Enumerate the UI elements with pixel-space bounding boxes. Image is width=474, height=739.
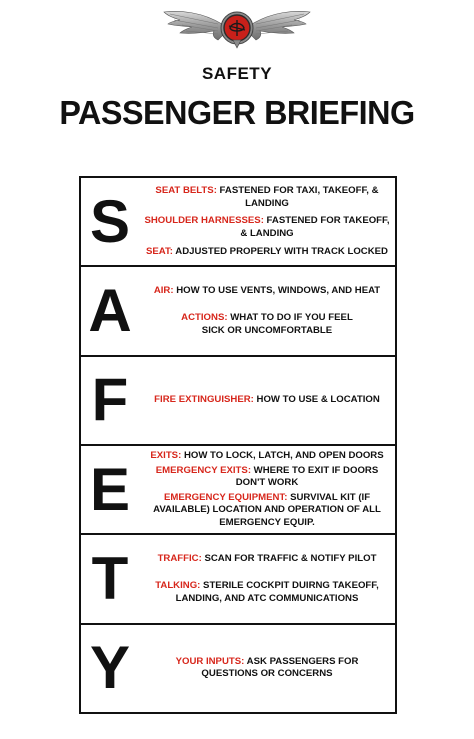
item-text: ASK PASSENGERS FOR QUESTIONS OR CONCERNS (201, 655, 359, 680)
briefing-item (139, 185, 395, 210)
item-key: FIRE EXTINGUISHER: (154, 394, 254, 406)
item-key: TALKING: (155, 580, 201, 592)
item-text: HOW TO USE & LOCATION (253, 394, 380, 406)
briefing-table (79, 176, 397, 714)
row-letter: E (89, 455, 131, 523)
item-text: ADJUSTED PROPERLY WITH TRACK LOCKED (173, 245, 388, 257)
row-items (139, 535, 395, 622)
briefing-item (139, 312, 395, 337)
item-key: ACTIONS: (181, 312, 228, 324)
page-subtitle: SAFETY (201, 64, 273, 83)
briefing-item (139, 285, 395, 297)
aviation-wings-icon (162, 4, 312, 54)
briefing-row-e (81, 446, 395, 535)
row-letter: T (91, 544, 129, 612)
briefing-item (139, 246, 395, 258)
item-key: EXITS: (150, 450, 182, 462)
item-text: SCAN FOR TRAFFIC & NOTIFY PILOT (201, 552, 377, 564)
row-letter: F (91, 366, 129, 434)
item-key: EMERGENCY EXITS: (155, 464, 252, 476)
item-key: TRAFFIC: (157, 552, 202, 564)
briefing-row-s (81, 178, 395, 267)
item-key: AIR: (153, 284, 174, 296)
row-items (139, 625, 395, 712)
briefing-item (139, 465, 395, 490)
row-items (139, 357, 395, 444)
row-items (139, 178, 395, 265)
item-text: FASTENED FOR TAXI, TAKEOFF, & LANDING (216, 185, 379, 209)
item-text: HOW TO LOCK, LATCH, AND OPEN DOORS (181, 450, 384, 462)
briefing-item (139, 553, 395, 565)
item-text: HOW TO USE VENTS, WINDOWS, AND HEAT (173, 284, 381, 296)
item-key: EMERGENCY EQUIPMENT: (163, 491, 288, 503)
briefing-item (139, 492, 395, 529)
item-text: STERILE COCKPIT DUIRNG TAKEOFF, LANDING, AND ATC COMMUNICATIONS (175, 580, 379, 604)
briefing-row-t (81, 535, 395, 624)
briefing-row-a (81, 267, 395, 356)
item-key: SHOULDER HARNESSES: (144, 215, 264, 227)
row-letter: S (89, 187, 131, 255)
briefing-row-f (81, 357, 395, 446)
item-text: FASTENED FOR TAKEOFF, & LANDING (240, 215, 390, 239)
briefing-item (139, 580, 395, 605)
page-title: PASSENGER BRIEFING (59, 94, 415, 131)
row-letter: A (88, 276, 132, 344)
row-letter: Y (89, 634, 131, 702)
briefing-item (139, 656, 395, 681)
briefing-item (139, 215, 395, 240)
row-items (139, 267, 395, 354)
item-key: SEAT BELTS: (155, 185, 217, 197)
briefing-item (139, 450, 395, 462)
briefing-row-y (81, 625, 395, 712)
item-text: WHERE TO EXIT IF DOORS DON'T WORK (235, 464, 379, 489)
item-text: SURVIVAL KIT (IF AVAILABLE) LOCATION AND OPERATION OF ALL EMERGENCY EQUIP. (153, 491, 381, 528)
item-key: YOUR INPUTS: (175, 655, 245, 667)
briefing-item (139, 394, 395, 406)
item-text: WHAT TO DO IF YOU FEEL SICK OR UNCOMFORTABLE (201, 312, 353, 336)
row-items (139, 446, 395, 533)
item-key: SEAT: (145, 245, 173, 257)
